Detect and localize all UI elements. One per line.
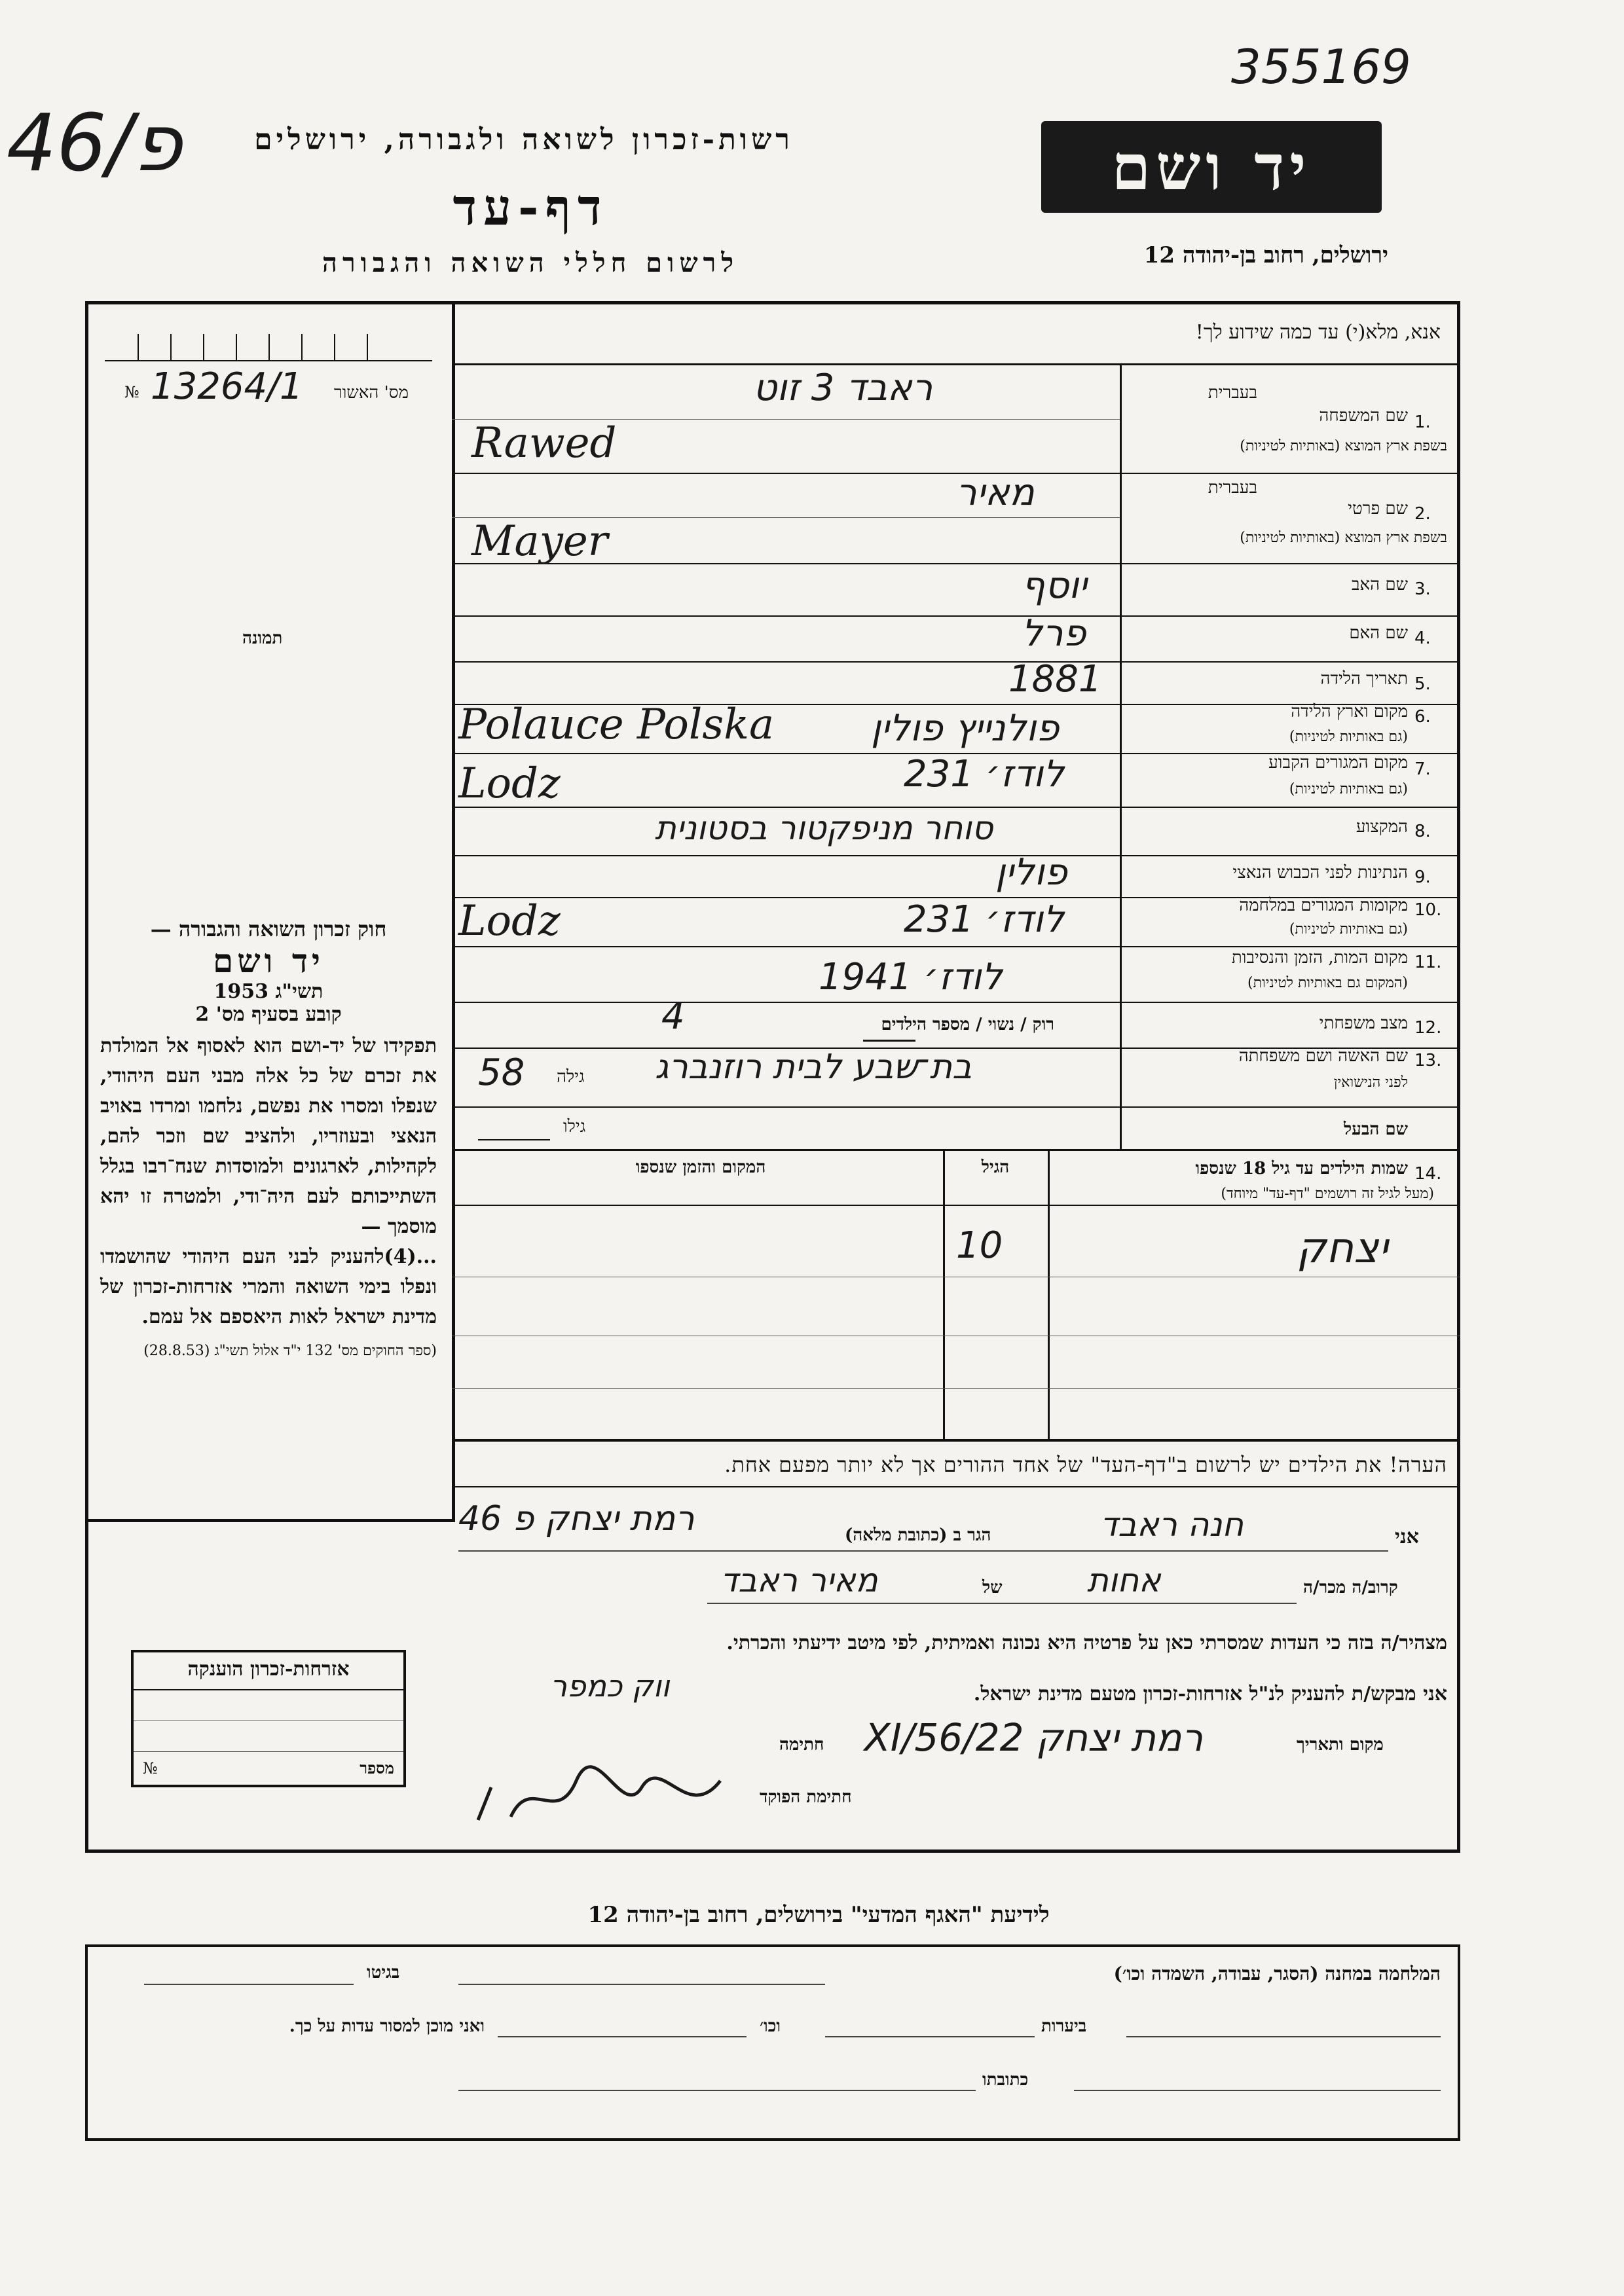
ready-label: ואני מוכן למסור עדות על כך. [289, 2016, 485, 2036]
field-death-label: מקום המות, הזמן והנסיבות [1231, 948, 1408, 968]
of-value[interactable]: מאיר ראבד [720, 1561, 878, 1599]
field-husband-label: שם הבעל [1343, 1120, 1408, 1139]
signature-label: חתימה [779, 1735, 824, 1755]
field-residence-sub: (גם באותיות לטיניות) [1289, 781, 1408, 797]
birthplace-latin[interactable]: Polauce Polska [458, 701, 775, 749]
approval-number: 13264/1 [151, 365, 303, 408]
address-label: כתובתו [982, 2070, 1029, 2090]
occupation[interactable]: סוחר מניפקטור בסטונית [655, 809, 993, 847]
law-text-2: ...(4)להעניק לבני העם היהודי שהושמדו ונפלו בימי השואה והמרי אזרחות-זכרון של מדינת ישראל לאות היאספם אל עמם. [100, 1245, 437, 1328]
approval-box: № 13264/1 מס' האשור [85, 327, 452, 419]
law-box [88, 910, 449, 1499]
camp-line: המלחמה במחנה (הסגר, עבודה, השמדה וכו׳) [1113, 1963, 1441, 1984]
ghetto-label: בגיטו [367, 1963, 400, 1982]
relative-label: קרוב/ה מכר/ה [1303, 1578, 1398, 1597]
surname-hebrew[interactable]: ראבד 3 זוט [753, 367, 933, 409]
field-wartime-residence-sub: (גם באותיות לטיניות) [1289, 921, 1408, 938]
field-surname-sub: בשפת ארץ המוצא (באותיות לטיניות) [1240, 438, 1447, 454]
children-place-header: המקום והזמן שנספו [635, 1157, 766, 1177]
relative-value[interactable]: אחות [1087, 1561, 1161, 1599]
form-subtitle: לרשום חללי השואה והגבורה [322, 247, 739, 278]
footer-notice: לידיעת "האגף המדעי" בירושלים, רחוב בן-יהודה 12 [587, 1902, 1050, 1928]
field-surname-label: שם המשפחה [1319, 406, 1408, 426]
field-father-label: שם האב [1352, 575, 1408, 594]
law-org: יד ושם [213, 941, 324, 980]
approval-label: מס' האשור [334, 383, 409, 403]
citizenship-box [131, 1650, 406, 1787]
wartime-residence-latin[interactable]: Lodz [458, 897, 561, 945]
firstname-hebrew[interactable]: מאיר [956, 471, 1035, 514]
declarant-address[interactable]: רמת יצחק פ 46 [458, 1499, 695, 1539]
remark: הערה! את הילדים יש לרשום ב"דף-העד" של אחד ההורים אך לא יותר מפעם אחת. [724, 1452, 1447, 1477]
hebrew-tag-2: בעברית [1208, 478, 1257, 498]
wife-age[interactable]: 58 [478, 1051, 525, 1094]
law-year: 1953 [213, 980, 269, 1003]
handwritten-file-number: 46/פ [7, 98, 183, 189]
firstname-latin[interactable]: Mayer [471, 517, 608, 566]
residence-hebrew[interactable]: לודז׳ 231 [904, 753, 1065, 795]
photo-label: תמונה [242, 629, 283, 648]
law-year-he: תשי"ג [275, 980, 323, 1003]
field-residence-label: מקום המגורים הקבוע [1268, 753, 1408, 773]
death-details[interactable]: לודז׳ 1941 [819, 956, 1003, 998]
field-firstname-label: שם פרטי [1348, 499, 1408, 519]
wife-name[interactable]: בת־שבע לבית רוזנברג [655, 1048, 972, 1087]
mother-name[interactable]: פרל [1022, 612, 1086, 655]
place-date-value[interactable]: רמת יצחק 22/XI/56 [864, 1715, 1204, 1760]
field-birthdate-label: תאריך הלידה [1320, 669, 1408, 689]
resides-label: הגר ב (כתובת מלאה) [845, 1525, 991, 1545]
field-birthplace-sub: (גם באותיות לטיניות) [1289, 729, 1408, 745]
address: ירושלים, רחוב בן-יהודה 12 [1143, 242, 1388, 268]
org-line: רשות-זכרון לשואה ולגבורה, ירושלים [254, 123, 794, 156]
citizenship-box-title: אזרחות-זכרון הוענקה [134, 1652, 403, 1690]
children-age-header: הגיל [981, 1157, 1010, 1177]
wife-age-label: גילה [557, 1067, 585, 1087]
field-wife-label: שם האשה ושם משפחתה [1238, 1046, 1408, 1066]
field-wartime-residence-label: מקומות המגורים במלחמה [1239, 896, 1408, 915]
field-death-sub: (המקום גם באותיות לטיניות) [1247, 975, 1408, 991]
field-birthplace-label: מקום וארץ הלידה [1291, 702, 1408, 721]
child-age[interactable]: 10 [956, 1224, 1003, 1267]
husband-age-label: גילו [563, 1117, 586, 1137]
citizenship-box-no: מספר [360, 1758, 394, 1777]
field-marital-label: מצב משפחתי [1319, 1013, 1408, 1033]
forests-label: ביערות [1041, 2016, 1087, 2036]
surname-latin[interactable]: Rawed [471, 419, 617, 467]
field-mother-label: שם האם [1349, 623, 1408, 643]
declaration: מצהיר/ה בזה כי העדות שמסרתי כאן על פרטיה היא נכונה ואמיתית, לפי מיטב ידיעתי והכרתי. [726, 1631, 1447, 1654]
field-nationality-label: הנתינות לפני הכבוש הנאצי [1232, 863, 1408, 883]
nationality[interactable]: פולין [995, 851, 1067, 894]
yad-vashem-logo [1041, 121, 1382, 213]
law-text: תפקידו של יד-ושם הוא לאסוף אל המולדת את זכרם של כל אלה מבני העם היהודי, שנפלו ומסרו את נפשם, נלחמו ומרדו באויב הנאצי ובעוזריו, ולהציב שם וזכר להם, לקהילות, לארגונים ולמוסדות שנח־רבו בגלל השתייכותם לעם היה־ודי, ולמטרה זו יהא מוסמך — [100, 1034, 437, 1238]
instruction: אנא, מלא(י) עד כמה שידוע לך! [1195, 321, 1441, 344]
children-title: שמות הילדים עד גיל 18 שנספו [1195, 1159, 1408, 1178]
residence-latin[interactable]: Lodz [458, 759, 561, 808]
birthplace-hebrew[interactable]: פולנייץ פולין [871, 707, 1060, 750]
field-occupation-label: המקצוע [1356, 817, 1408, 837]
hebrew-tag-1: בעברית [1208, 383, 1257, 403]
etc-label: וכו׳ [760, 2016, 781, 2036]
official-signature-scribble [471, 1761, 747, 1833]
handwritten-stamp-number: 355169 [1231, 39, 1411, 94]
request: אני מבקש/ת להעניק לנ"ל אזרחות-זכרון מטעם מדינת ישראל. [973, 1683, 1447, 1705]
logo-text: יד ושם [1111, 130, 1312, 204]
marital-options: רוק / נשוי / מספר הילדים [881, 1015, 1054, 1034]
place-date-label: מקום ותאריך [1297, 1735, 1384, 1755]
married-circle [863, 1013, 915, 1042]
father-name[interactable]: יוסף [1022, 564, 1087, 607]
official-signature-label: חתימת הפוקד [760, 1787, 852, 1807]
request-handwritten: ווק כמפר [550, 1668, 670, 1704]
of-label: של [982, 1578, 1003, 1597]
birth-date[interactable]: 1881 [1008, 658, 1102, 701]
children-count[interactable]: 4 [661, 995, 685, 1038]
declarant-name[interactable]: חנה ראבד [1100, 1506, 1244, 1544]
law-source: (ספר החוקים מס' 132 י"ד אלול תשי"ג (28.8.53) [143, 1343, 437, 1359]
law-title: חוק זכרון השואה והגבורה — [150, 917, 387, 941]
law-clause: קובע בסעיף מס' 2 [195, 1003, 342, 1026]
wartime-residence-hebrew[interactable]: לודז׳ 231 [904, 898, 1065, 941]
field-firstname-sub: בשפת ארץ המוצא (באותיות לטיניות) [1240, 530, 1447, 546]
field-wife-sub: לפני הנישואין [1333, 1074, 1408, 1091]
declarant-i-label: אני [1395, 1525, 1419, 1548]
form-title: דף-עד [452, 178, 608, 236]
child-name[interactable]: יצחק [1297, 1224, 1388, 1273]
citizenship-box-no-sign: № [143, 1759, 158, 1777]
children-note: (מעל לגיל זה רושמים "דף-עד" מיוחד) [1221, 1186, 1434, 1202]
